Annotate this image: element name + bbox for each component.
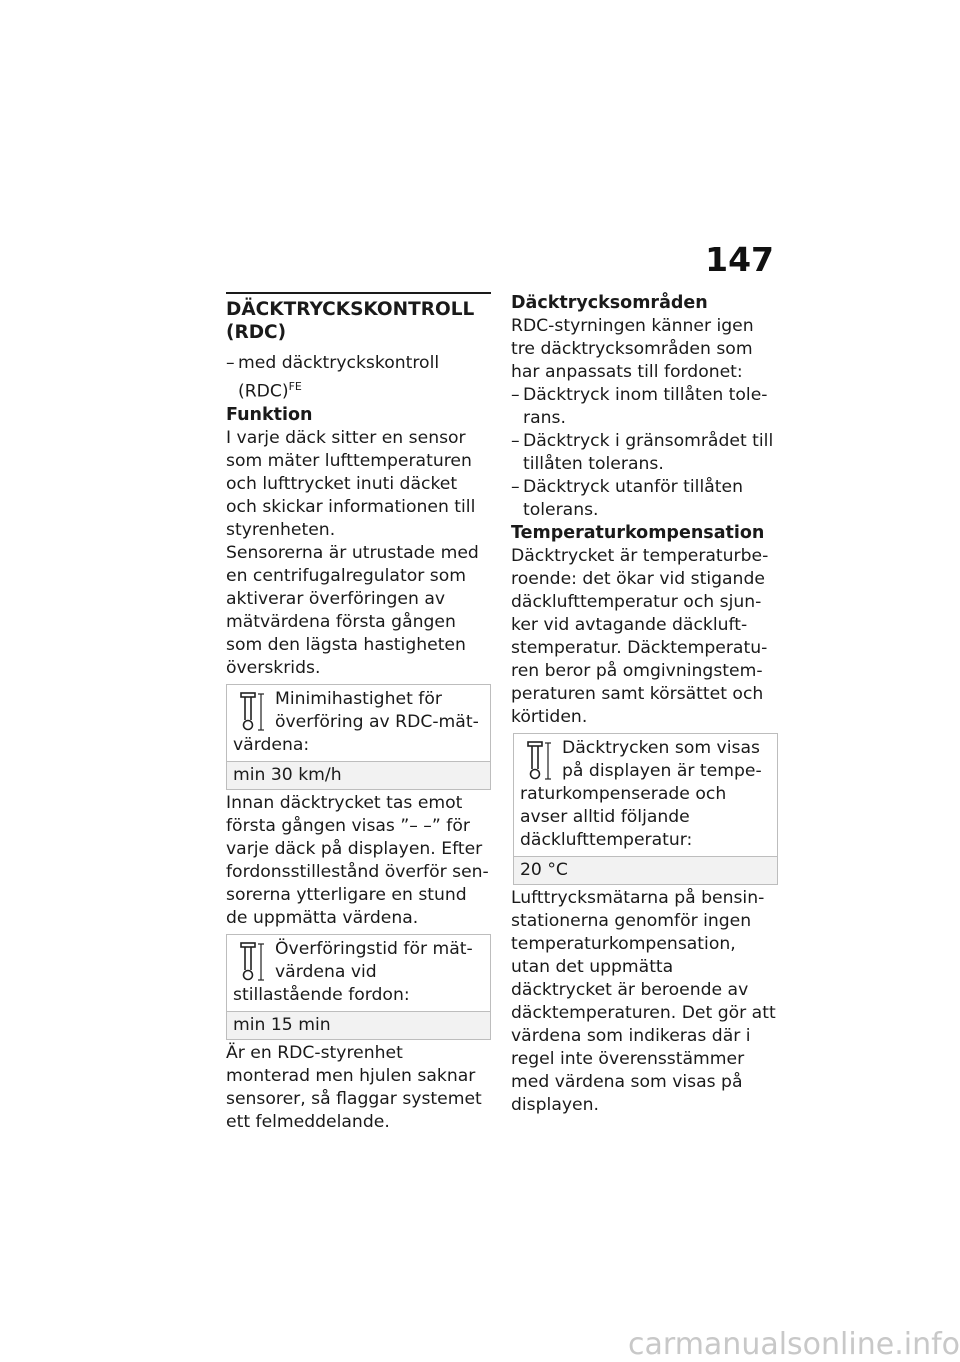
heading-ranges: Däcktrycksområden: [511, 293, 708, 313]
tire-pressure-gauge-icon: [237, 690, 267, 734]
watermark: carmanualsonline.info: [628, 1327, 960, 1362]
right-para-1: RDC-styrningen känner igen tre däcktrycksområden som har anpassats till fordonet:: [511, 316, 754, 382]
equipment-sup: FE: [288, 380, 302, 393]
note-transfer-time-text: Överföringstid för mätvärdena vid stillastående fordon:: [233, 938, 473, 1005]
right-column: [511, 292, 776, 1117]
left-para-1: I varje däck sitter en sensor som mäter lufttemperaturen och lufttrycket inuti däcket och skickar informationen till styrenheten.: [226, 427, 476, 540]
note-transfer-time: [226, 934, 491, 1040]
left-para-4: Är en RDC-styrenhet monterad men hjulen saknar sensorer, så flaggar systemet ett felmeddelande.: [226, 1042, 482, 1132]
section-title-line1: DÄCKTRYCKSKONTROLL: [226, 299, 475, 320]
section-title-line2: (RDC): [226, 322, 287, 343]
list-item: – Däcktryck inom tillåten tolerans.: [511, 384, 776, 430]
note-temperature: [513, 733, 778, 885]
heading-temperature: Temperaturkompensation: [511, 523, 765, 543]
note-temperature-value: 20 °C: [514, 856, 777, 884]
heading-funktion: Funktion: [226, 404, 313, 425]
left-para-2: Sensorerna är utrustade med en centrifugalregulator som aktiverar överföringen av mätvärdena första gången som den lägsta hastigheten överskrids.: [226, 542, 479, 678]
left-column: [226, 292, 491, 1134]
section-title: [226, 298, 491, 344]
list-item-text: Däcktryck inom tillåten tolerans.: [523, 385, 768, 428]
left-para-3: Innan däcktrycket tas emot första gången visas ”– –” för varje däck på displayen. Efter fordonsstillestånd överför sensorerna ytterligare en stund de uppmätta värdena.: [226, 792, 489, 928]
list-item-text: Däcktryck i gränsområdet till tillåten tolerans.: [523, 431, 774, 474]
note-min-speed-text: Minimihastighet för överföring av RDC-mätvärdena:: [233, 688, 479, 755]
equipment-text: med däcktryckskontroll (RDC): [238, 353, 440, 402]
page-number: 147: [705, 240, 774, 279]
note-min-speed: [226, 684, 491, 790]
tire-pressure-gauge-icon: [237, 940, 267, 984]
equipment-dash: –: [226, 353, 235, 373]
list-item: – Däcktryck i gränsområdet till tillåten tolerans.: [511, 430, 776, 476]
list-item-text: Däcktryck utanför tillåten tolerans.: [523, 477, 743, 520]
tire-pressure-gauge-icon: [524, 739, 554, 783]
right-para-3: Lufttrycksmätarna på bensinstationerna genomför ingen temperaturkompensation, utan det uppmätta däcktrycket är beroende av däcktemperaturen. Det gör att värdena som indikeras där i regel inte överensstämmer med värdena som visas på displayen.: [511, 888, 776, 1115]
note-transfer-time-value: min 15 min: [227, 1011, 490, 1039]
equipment-note: [226, 352, 491, 404]
note-min-speed-value: min 30 km/h: [227, 761, 490, 789]
note-temperature-text: Däcktrycken som visas på displayen är temperaturkompenserade och avser alltid följande däcklufttemperatur:: [520, 738, 762, 850]
list-item: – Däcktryck utanför tillåten tolerans.: [511, 476, 776, 522]
right-para-2: Däcktrycket är temperaturberoende: det ökar vid stigande däcklufttemperatur och sjunker vid avtagande däckluftstemperatur. Däcktemperaturen beror på omgivningstemperaturen samt körsättet och körtiden.: [511, 546, 769, 727]
